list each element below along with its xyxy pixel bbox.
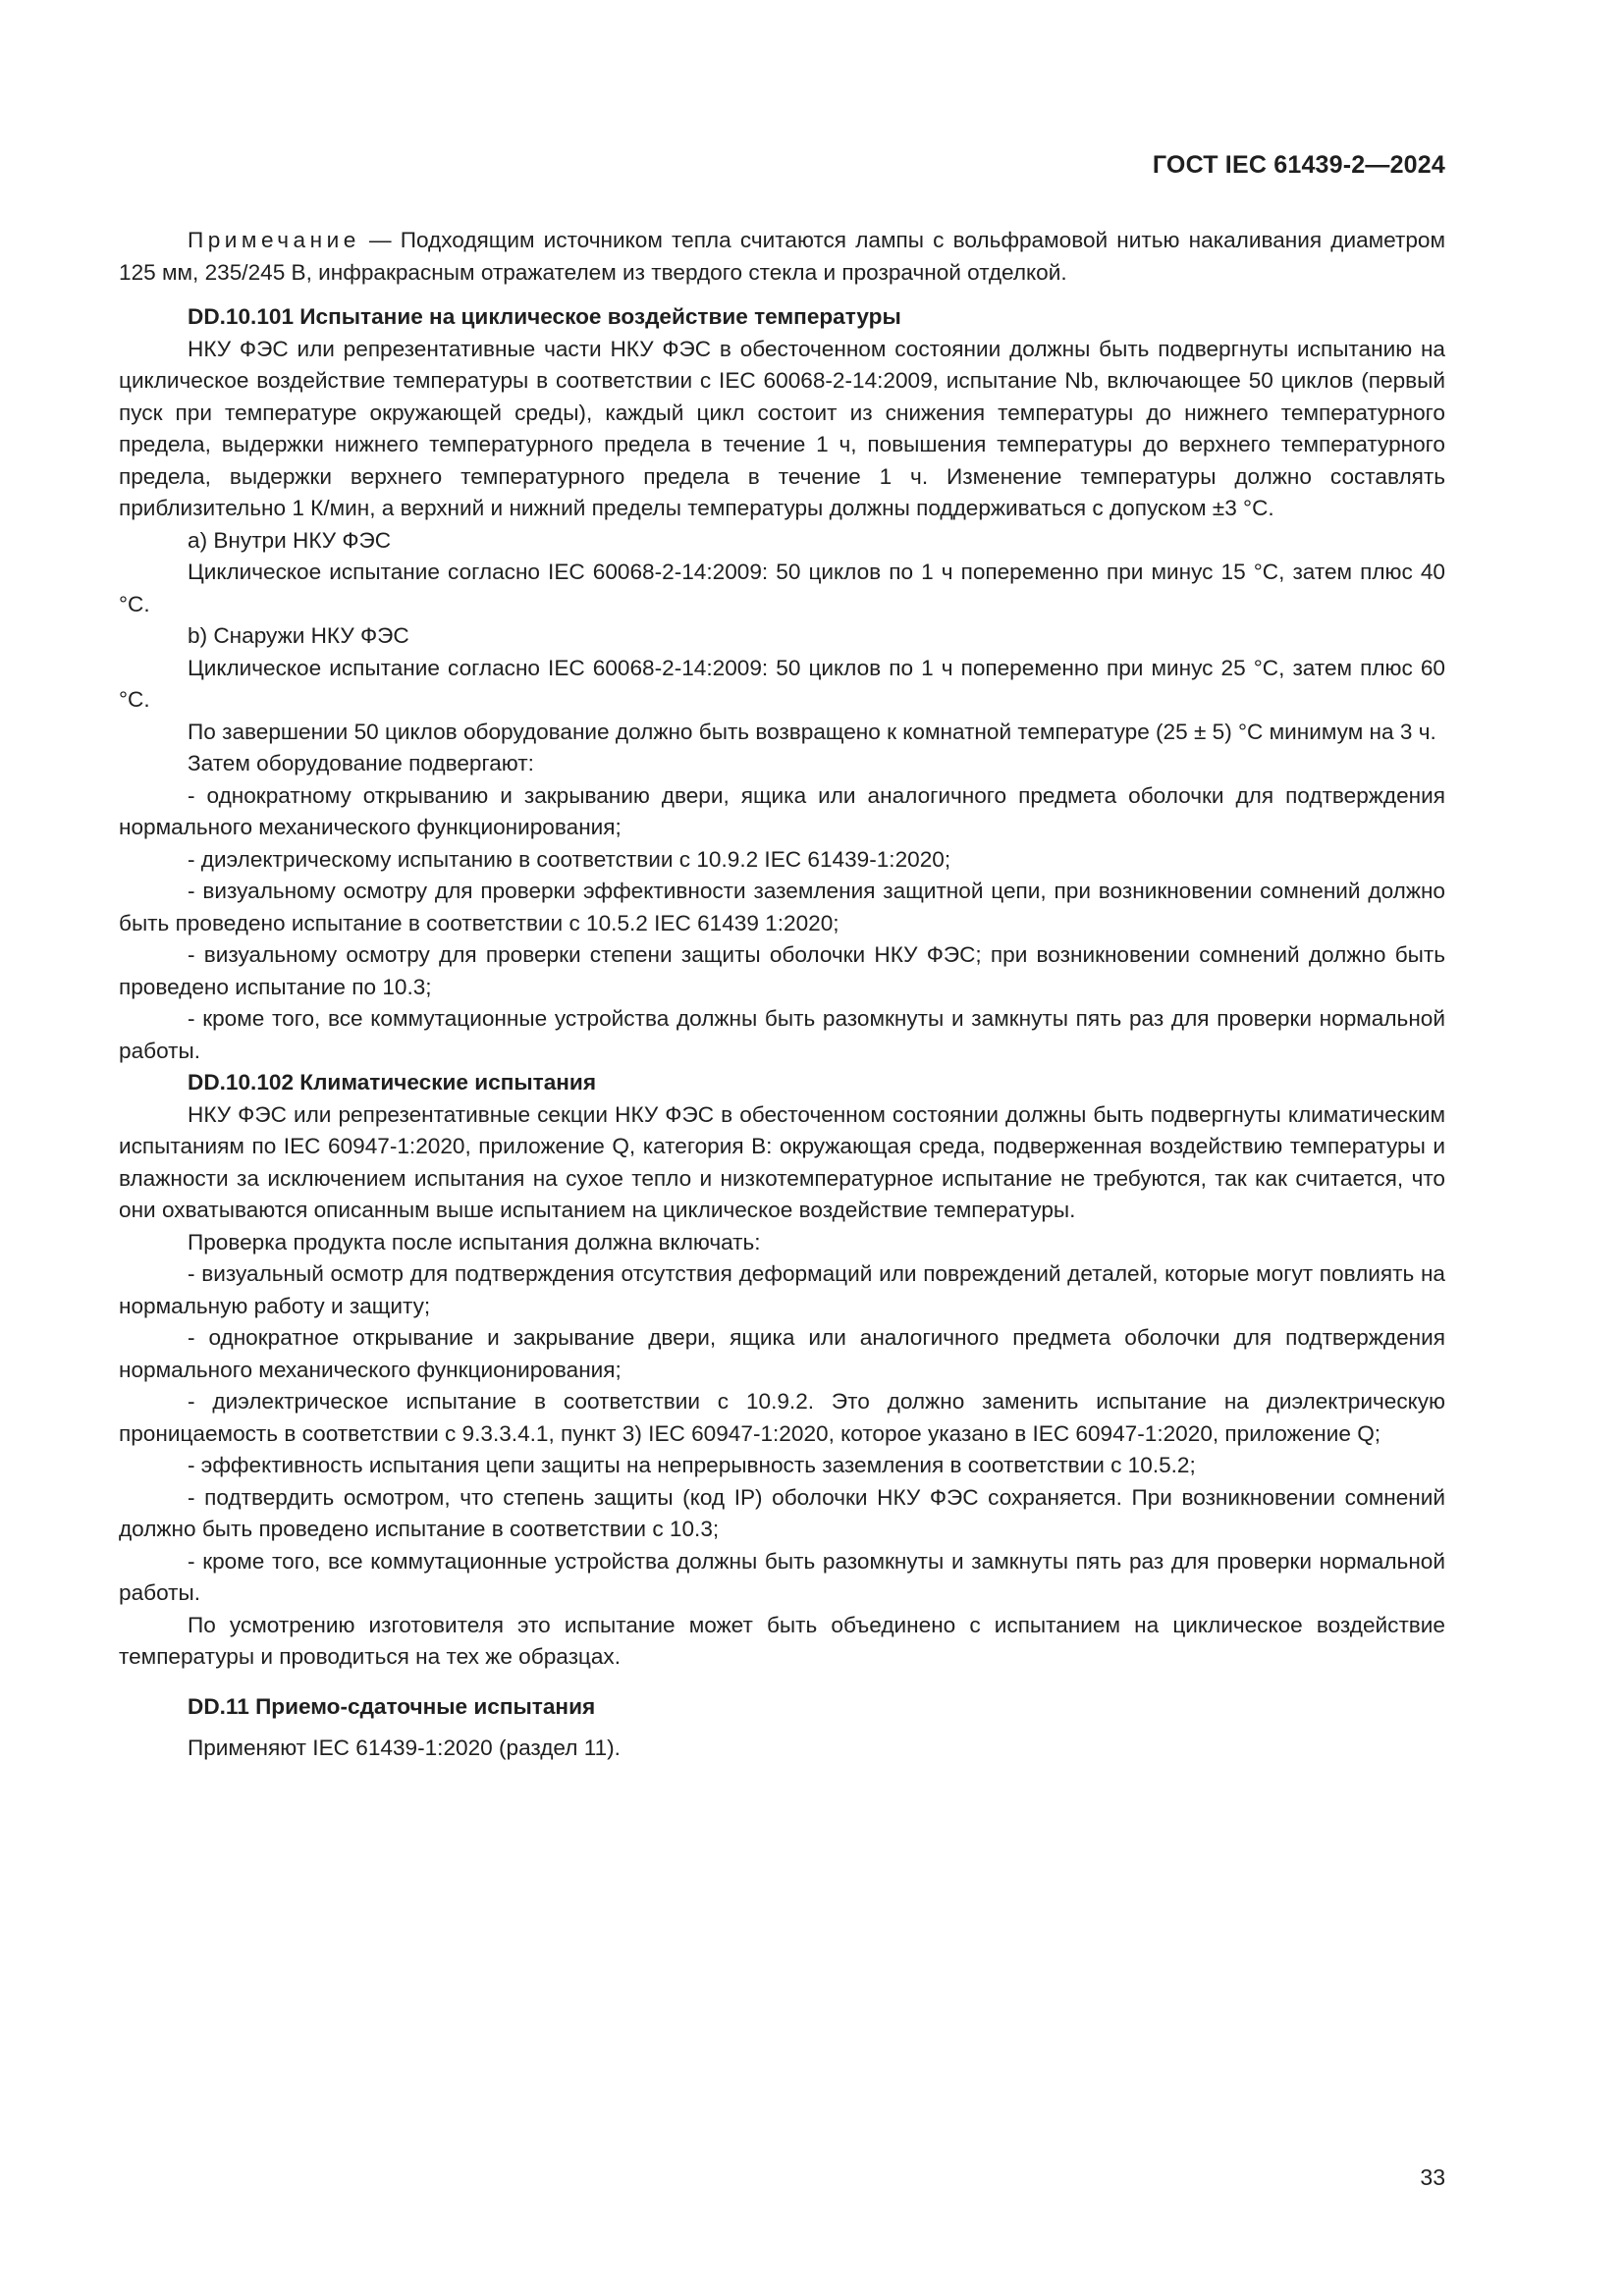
list-item: - однократному открыванию и закрыванию двери, ящика или аналогичного предмета оболочки для подтверждения нормального механического функционирования; [119, 782, 1445, 839]
note-label: Примечание [188, 228, 360, 252]
paragraph: Циклическое испытание согласно IEC 60068-2-14:2009: 50 циклов по 1 ч попеременно при минус 25 °С, затем плюс 60 °С. [119, 655, 1445, 712]
list-item: - кроме того, все коммутационные устройства должны быть разомкнуты и замкнуты пять раз для проверки нормальной работы. [119, 1548, 1445, 1605]
paragraph: Проверка продукта после испытания должна включать: [188, 1229, 761, 1255]
paragraph: Циклическое испытание согласно IEC 60068-2-14:2009: 50 циклов по 1 ч попеременно при минус 15 °С, затем плюс 40 °С. [119, 560, 1445, 616]
list-item: - подтвердить осмотром, что степень защиты (код IP) оболочки НКУ ФЭС сохраняется. При возникновении сомнений должно быть проведено испытание в соответствии с 10.3; [119, 1484, 1445, 1541]
list-item: - кроме того, все коммутационные устройства должны быть разомкнуты и замкнуты пять раз для проверки нормальной работы. [119, 1006, 1445, 1063]
document-header: ГОСТ IEC 61439-2—2024 [1152, 151, 1445, 179]
paragraph: По усмотрению изготовителя это испытание может быть объединено с испытанием на циклическое воздействие температуры и проводиться на тех же образцах. [119, 1612, 1445, 1669]
page-number: 33 [1420, 2164, 1445, 2190]
list-item: - диэлектрическому испытанию в соответствии с 10.9.2 IEC 61439-1:2020; [188, 846, 951, 872]
document-body [119, 225, 1445, 1765]
section-heading-dd10101: DD.10.101 Испытание на циклическое воздействие температуры [188, 304, 901, 329]
list-item: - эффективность испытания цепи защиты на непрерывность заземления в соответствии с 10.5.2; [188, 1453, 1196, 1477]
list-item: - визуальный осмотр для подтверждения отсутствия деформаций или повреждений деталей, которые могут повлиять на нормальную работу и защиту; [119, 1261, 1445, 1318]
note-text: — Подходящим источником тепла считаются лампы с вольфрамовой нитью накаливания диаметром 125 мм, 235/245 В, инфракрасным отражателем из твердого стекла и прозрачной отделкой. [119, 228, 1445, 285]
section-heading-dd10102: DD.10.102 Климатические испытания [188, 1070, 596, 1095]
subsection-title-a: а) Внутри НКУ ФЭС [188, 527, 392, 553]
list-item: - визуальному осмотру для проверки эффективности заземления защитной цепи, при возникновении сомнений должно быть проведено испытание в соответствии с 10.5.2 IEC 61439 1:2020; [119, 879, 1445, 935]
list-item: - визуальному осмотру для проверки степени защиты оболочки НКУ ФЭС; при возникновении сомнений должно быть проведено испытание по 10.3; [119, 942, 1445, 999]
section-heading-dd11: DD.11 Приемо-сдаточные испытания [188, 1693, 596, 1719]
note-paragraph [119, 225, 1445, 289]
paragraph: НКУ ФЭС или репрезентативные части НКУ ФЭС в обесточенном состоянии должны быть подвергнуты испытанию на циклическое воздействие температуры в соответствии с IEC 60068-2-14:2009, испытание Nb, включающее 50 циклов (первый пуск при температуре окружающей среды), каждый цикл состоит из снижения температуры до нижнего температурного предела, выдержки нижнего температурного предела в течение 1 ч, повышения температуры до верхнего температурного предела, выдержки верхнего температурного предела в течение 1 ч. Изменение температуры должно составлять приблизительно 1 К/мин, а верхний и нижний пределы температуры должны поддерживаться с допуском ±3 °С. [119, 336, 1445, 520]
paragraph: Применяют IEC 61439-1:2020 (раздел 11). [188, 1735, 621, 1760]
list-item: - однократное открывание и закрывание двери, ящика или аналогичного предмета оболочки для подтверждения нормального механического функционирования; [119, 1325, 1445, 1382]
subsection-title-b: b) Снаружи НКУ ФЭС [188, 623, 409, 648]
paragraph: По завершении 50 циклов оборудование должно быть возвращено к комнатной температуре (25 ± 5) °С минимум на 3 ч. [188, 719, 1436, 744]
list-item: - диэлектрическое испытание в соответствии с 10.9.2. Это должно заменить испытание на диэлектрическую проницаемость в соответствии с 9.3.3.4.1, пункт 3) IEC 60947-1:2020, которое указано в IEC 60947-1:2020, приложение Q; [119, 1389, 1445, 1446]
paragraph: НКУ ФЭС или репрезентативные секции НКУ ФЭС в обесточенном состоянии должны быть подвергнуты климатическим испытаниям по IEC 60947-1:2020, приложение Q, категория В: окружающая среда, подверженная воздействию температуры и влажности за исключением испытания на сухое тепло и низкотемпературное испытание не требуются, так как считается, что они охватываются описанным выше испытанием на циклическое воздействие температуры. [119, 1101, 1445, 1222]
paragraph: Затем оборудование подвергают: [188, 751, 534, 775]
